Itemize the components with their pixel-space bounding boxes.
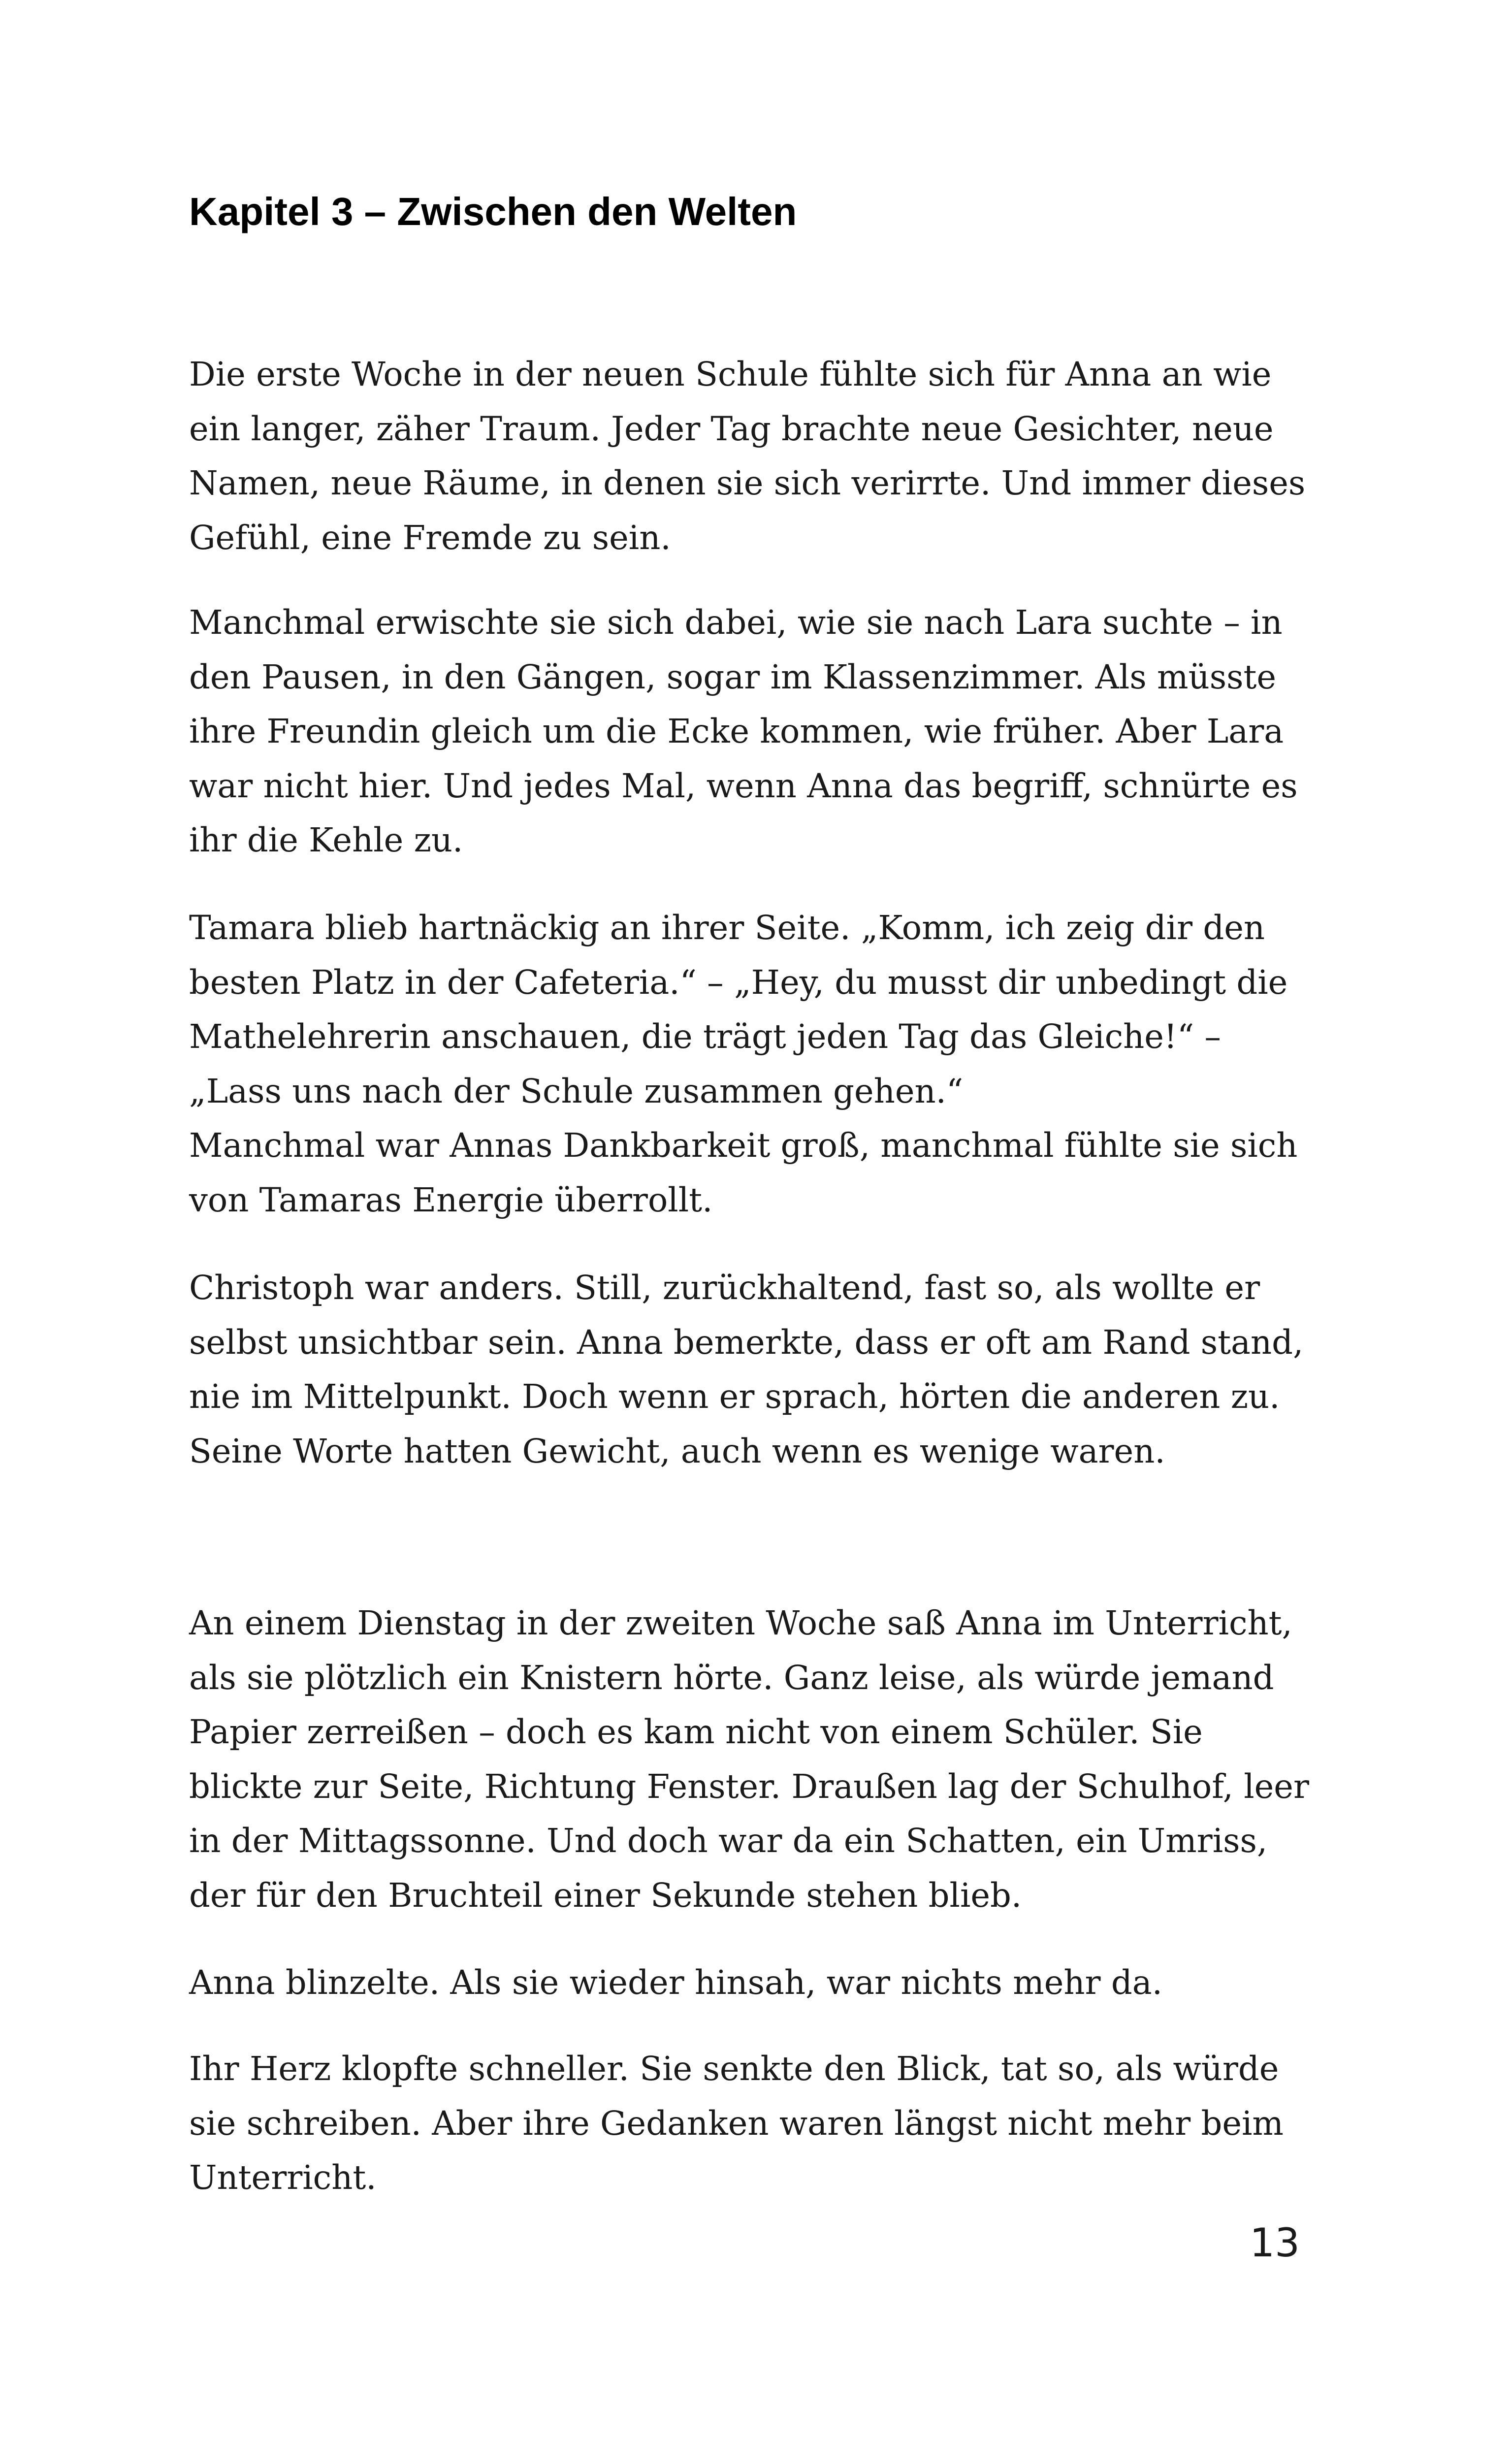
paragraph-4 (189, 1261, 1303, 1478)
paragraph-2 (189, 595, 1298, 868)
text-line: Unterricht. (189, 2158, 377, 2197)
text-line: selbst unsichtbar sein. Anna bemerkte, dass er oft am Rand stand, (189, 1323, 1304, 1362)
text-line: sie schreiben. Aber ihre Gedanken waren längst nicht mehr beim (189, 2104, 1284, 2143)
chapter-title: Kapitel 3 – Zwischen den Welten (189, 190, 797, 233)
text-line: Tamara blieb hartnäckig an ihrer Seite. „Komm, ich zeig dir den (189, 909, 1265, 947)
text-line: Gefühl, eine Fremde zu sein. (189, 518, 671, 557)
text-line: „Lass uns nach der Schule zusammen gehen.“ (189, 1072, 964, 1110)
paragraph-3 (189, 901, 1297, 1227)
page-number: 13 (1250, 2220, 1300, 2266)
text-line: An einem Dienstag in der zweiten Woche saß Anna im Unterricht, (189, 1604, 1292, 1642)
paragraph-1 (189, 347, 1305, 565)
paragraph-5 (189, 1596, 1309, 1922)
text-line: der für den Bruchteil einer Sekunde stehen blieb. (189, 1876, 1022, 1915)
paragraph-7 (189, 2042, 1284, 2205)
text-line: Manchmal war Annas Dankbarkeit groß, manchmal fühlte sie sich (189, 1126, 1298, 1165)
text-line: Anna blinzelte. Als sie wieder hinsah, war nichts mehr da. (189, 1963, 1162, 2002)
text-line: ihr die Kehle zu. (189, 821, 463, 859)
paragraph-6 (189, 1955, 1162, 2010)
text-line: Manchmal erwischte sie sich dabei, wie sie nach Lara suchte – in (189, 603, 1283, 642)
text-line: war nicht hier. Und jedes Mal, wenn Anna das begriff, schnürte es (189, 766, 1298, 805)
text-line: ein langer, zäher Traum. Jeder Tag brachte neue Gesichter, neue (189, 409, 1274, 448)
text-line: Namen, neue Räume, in denen sie sich verirrte. Und immer dieses (189, 464, 1306, 502)
text-line: von Tamaras Energie überrollt. (189, 1180, 713, 1219)
text-line: Ihr Herz klopfte schneller. Sie senkte den Blick, tat so, als würde (189, 2050, 1279, 2088)
text-line: blickte zur Seite, Richtung Fenster. Draußen lag der Schulhof, leer (189, 1767, 1309, 1806)
text-line: Christoph war anders. Still, zurückhaltend, fast so, als wollte er (189, 1269, 1260, 1307)
text-line: ihre Freundin gleich um die Ecke kommen, wie früher. Aber Lara (189, 712, 1284, 750)
text-line: den Pausen, in den Gängen, sogar im Klassenzimmer. Als müsste (189, 657, 1277, 696)
text-line: Die erste Woche in der neuen Schule fühlte sich für Anna an wie (189, 355, 1272, 393)
text-line: als sie plötzlich ein Knistern hörte. Ganz leise, als würde jemand (189, 1658, 1274, 1697)
text-line: Papier zerreißen – doch es kam nicht von einem Schüler. Sie (189, 1713, 1203, 1751)
text-line: Seine Worte hatten Gewicht, auch wenn es wenige waren. (189, 1432, 1165, 1470)
text-line: nie im Mittelpunkt. Doch wenn er sprach, hörten die anderen zu. (189, 1377, 1280, 1416)
text-line: besten Platz in der Cafeteria.“ – „Hey, du musst dir unbedingt die (189, 963, 1288, 1002)
text-line: Mathelehrerin anschauen, die trägt jeden Tag das Gleiche!“ – (189, 1017, 1221, 1056)
text-line: in der Mittagssonne. Und doch war da ein Schatten, ein Umriss, (189, 1822, 1268, 1860)
